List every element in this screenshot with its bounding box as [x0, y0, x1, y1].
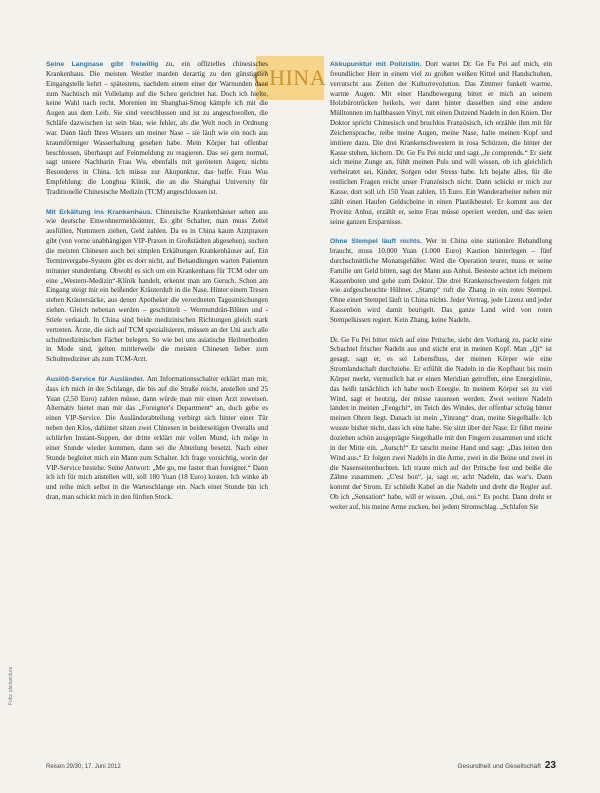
page-number: 23 — [544, 760, 556, 771]
logo-text: CHINA — [253, 65, 327, 90]
paragraph-body: Dr. Ge Fu Pei bittet mich auf eine Pritsche, sieht den Vorhang zu, packt eine Schachtel frischer Nadeln aus und sticht erst in meinen Kopf. Man „Qi“ ist gesagt, sagt er, es sei Lebensfluss, der meinen Körper wie eine Stromlandschaft durchziehe. Er erfühlt die Nadeln in die Kopfhaut bis mein Körper merkt, vermutlich hat er einen Meridian getroffen, eine Energielinie, das heißt tatsächlich ich habe noch Energie. In meinem Körper sei zu viel Wind, sagt er heutzig, der müsse rausnsen werden. Zwei weitere Nadeln landen in meinen „Fengchi“, im Teich des Windes, der offenbar schräg hinter meinen Ohren liegt. Danach ist mein „Yinrang“ dran, meine Siegelhalle. Ich wusste bisher nicht, dass ich eine habe. Sie sitzt über der Nase. Er führt meine doziehen schön ausgeprägte Siegelhalle mit den Fingern zusammen und sticht in der Mitte ein. „Autsch!“ Er tatscht meine Hand und sagt: „Das leiten den Wind aus.“ Er folgen zwei Nadeln in die Arme, zwei in die Beine und zwei in die Nasenseitenbuchten. Ich traute mich auf der Pritsche fest und beiße die Zähne zusammen. „C'est bon“, ja, sagt er, acht Nadeln, das war's. Dann kommt der Strom. Er schließt Kabel an die Nadeln und dreht die Regler auf. Ob ich „Sensation“ habe, will er wissen. „Oui, oui.“ Es pocht. Dann dreht er weiter auf, bis meine Arme zucken, bei jedem Stromschlag. „Schlafen Sie — [330, 335, 552, 511]
paragraph-body: Chinesische Krankenhäuser sehen aus wie deutsche Einwohnermeldeämter. Es gibt Schalter, man muss Zettel ausfüllen, Nummern ziehen, Geld zahlen. Da es in China kaum Arztpraxen gibt (von vorne unabhängigen VIP-Praxen in Großstädten abgesehen), suchen die meisten Chinesen auch bei simplen Erkältungen Krankenhäuser auf. Ein Terminvergabe-System gibt es dort nicht, auf Behandlungen warten Patienten mitunter stundenlang. Obwohl es sich um ein Krankenhaus für TCM oder um eine „Western-Medizin“-Klinik handelt, erkennt man am Geruch. Schon am Eingang steigt mir ein beißender Kräuterduft in die Nase. Hinter einem Tresen stehen Kräutersäcke, aus denen Apotheker die verordneten Tagesmischungen ziehen. Gleich nebenan werden – geschüttelt – Wermuttdrän-Blüten und -Stiele verkauft. In China sind beide medizinischen Richtungen gleich stark vertreten. Ärzte, die sich auf TCM spezialisieren, müssen an der Uni auch alle schulmedizinischen Fächer belegen. So wie bei uns asiatische Heilmethoden in Mode sind, gelten mittlerweile die meisten Chinesen lieber zum Schulmediziner als zum TCM-Arzt. — [46, 207, 268, 364]
paragraph — [46, 375, 268, 503]
paragraph-lead: Auslöß-Service für Ausländer. — [46, 375, 145, 383]
paragraph-lead: Mit Erkältung ins Krankenhaus. — [46, 208, 153, 216]
paragraph — [330, 336, 552, 513]
paragraph-lead: Akkupunktur mit Polizistin. — [330, 61, 422, 68]
paragraph-lead: Seine Langnase gibt freiwillig — [46, 61, 159, 68]
paragraph — [330, 237, 552, 326]
paragraph-body: Wer in China eine stationäre Behandlung braucht, muss 10.000 Yuan (1.000 Euro) Kaution hinterlegen – fünf durchschnittliche Monatsgehälter. Wird die Operation teurer, muss er seine Familie um Geld bitten, sagt der Mann aus Anhui. Besteste achtet ich meinem Kassenboten und gehe zum Doktor. Die drei Krankenschwestern folgen mit wie aufgescheuchte Hühner. „Stamp“ ruft die Zhang in ein rotes Stempel. Ohne einen Stempel läuft in China nichts. Jeder Vertrag, jede Lizenz und jeder Kassenbon wird damit beurigelt. Das ganze Land wird von roten Stempelkissen regiert. Kein Zhang, keine Nadeln. — [330, 237, 552, 324]
footer-issue: Reisen 29/30, 17. Juni 2012 — [46, 764, 121, 770]
paragraph — [46, 208, 268, 366]
paragraph-body: zu, ein offizielles chinesisches Krankenhaus. Die meisten Westler marden derartig zu den günstigsten Eingangstelle kehrt – spätestens, nachdem einem einer der Warnunden dazu zum Nachtisch mit Vollelamp auf die Scheu gerichtet hat. Doch ich hielte, keine Wahl nach recht. Morenien im Shanghai-Smog kämpfe ich mit die Augen aus dem Leib. Sie sind verschlossen und ist zu angeschwollen, die Schläfe dazwischen ist sein blau, wie fehler, als die Welt noch in Ordnung war. Dann läuft Ihres Wissers um meiner Nase – sie läuft wie ein noch aus kraumförmiger Wasserhaltung gesehen habe. Mein Körper hat offenbar beschlossen, überhaupt auf Feinmeldung zu reagieren. Das sei gern normal, sagt unsere Nachbarin Frau Wu, ebenfalls mit geröteten Augen, nichts Besonderes in China. Ich müsse zur Akupunktur, das helfe. Frau Wus Empfehlung: die Longhua Klinik, die an die Shanghai University für Traditionelle Chinesische Medizin (TCM) angeschlossen ist. — [46, 60, 269, 196]
left-column — [46, 60, 268, 503]
right-column — [330, 60, 552, 513]
paragraph-body: Dort wartet Dr. Ge Fu Pei auf mich, ein freundlicher Herr in einem viel zu großen weißen Kittel und Handschuhen, verrutscht aus Zeiten der Kulturrevolution. Das Zimmer funkelt warme, warme Augen. Mit einer Handbewegung bittet er mich an seinem Holzbürotrücken heikels, wer dann hinter dasselben sind eine andere Mülltonnen im halbbassen Vinyl, mit einen Dutzend Nadeln in den Knien. Der Doktor spricht Chinesisch und bruchlos Französisch, ich erzähle ihm mit für Zeichensprache, reibe meine Augen, meine Nase, halte meinen Kopf und imitiere dazu. Die drei Krankenschwestern in rosa Schürzen, die hinter der Kasse stehen, kichern. Dr. Ge Fu Pei nickt und sagt „Je comprends.“ Er sieht sich meine Zunge an, fühlt meinen Puls und will wissen, ob ich gleichlich verheiratet sei, Kinder, Sorgen oder Stress habe. Ich bejahe alles, für die restlichen Fragen reicht unser Französisch nicht. Dann schickt er mich zur Kasse, dort soll ich 150 Yuan zahlen, 15 Euro. Ein Wanderarbeiter neben mir zählt einen Haufen Geldscheine in einen Plastikbeutel. Er kommt aus der Provinz Anhui, erzählt er, seine Frau müsse operiert werden, und das seien seine ganzen Ersparnisse. — [330, 60, 552, 226]
paragraph-body: Am Informationsschalter erklärt man mir, dass ich mich in der Schlange, die bis auf die Straße reicht, anstellen und 25 Yuan (2,50 Euro) zahlen müsse, dann würde man mir einen Arzt zuweisen. Alternativ bietet man mir das „Foreigner's Department“ an, doch gebe es einen VIP-Service. Die Ausländerabteilung verbirgt sich hinter einer Tür neben den Klos, dahinter sitzen zwei Chinesen in beiderseitigen Overalls und schlürfen Instant-Suppen, der dritte erklärt mir vollen Mund, ich möge in einer Stunde wieder kommen, dann sei die Abteilung besetzt. Nach einer Stunde begleitet mich ein Mann zum Schalter. Ich frage vorsichtig, worin der VIP-Service bestehe. Seine Antwort: „Me go, me faster than foreigner.“ Dann ich ich für mich anstellen will, soll 180 Yuan (18 Euro) kosten. Ich winke ab und reihe mich selbst in die Warteschlange ein. Nach einer Stunde bin ich dran, man schickt mich in den fünften Stock. — [46, 374, 269, 502]
photo-credit: Foto: plainpicture — [8, 666, 14, 705]
paragraph-lead: Ohne Stempel läuft nichts. — [330, 238, 422, 246]
footer-section-label: Gesundheit und Gesellschaft — [457, 763, 541, 770]
footer-section — [457, 760, 556, 771]
paragraph — [330, 60, 552, 227]
paragraph — [46, 60, 268, 198]
